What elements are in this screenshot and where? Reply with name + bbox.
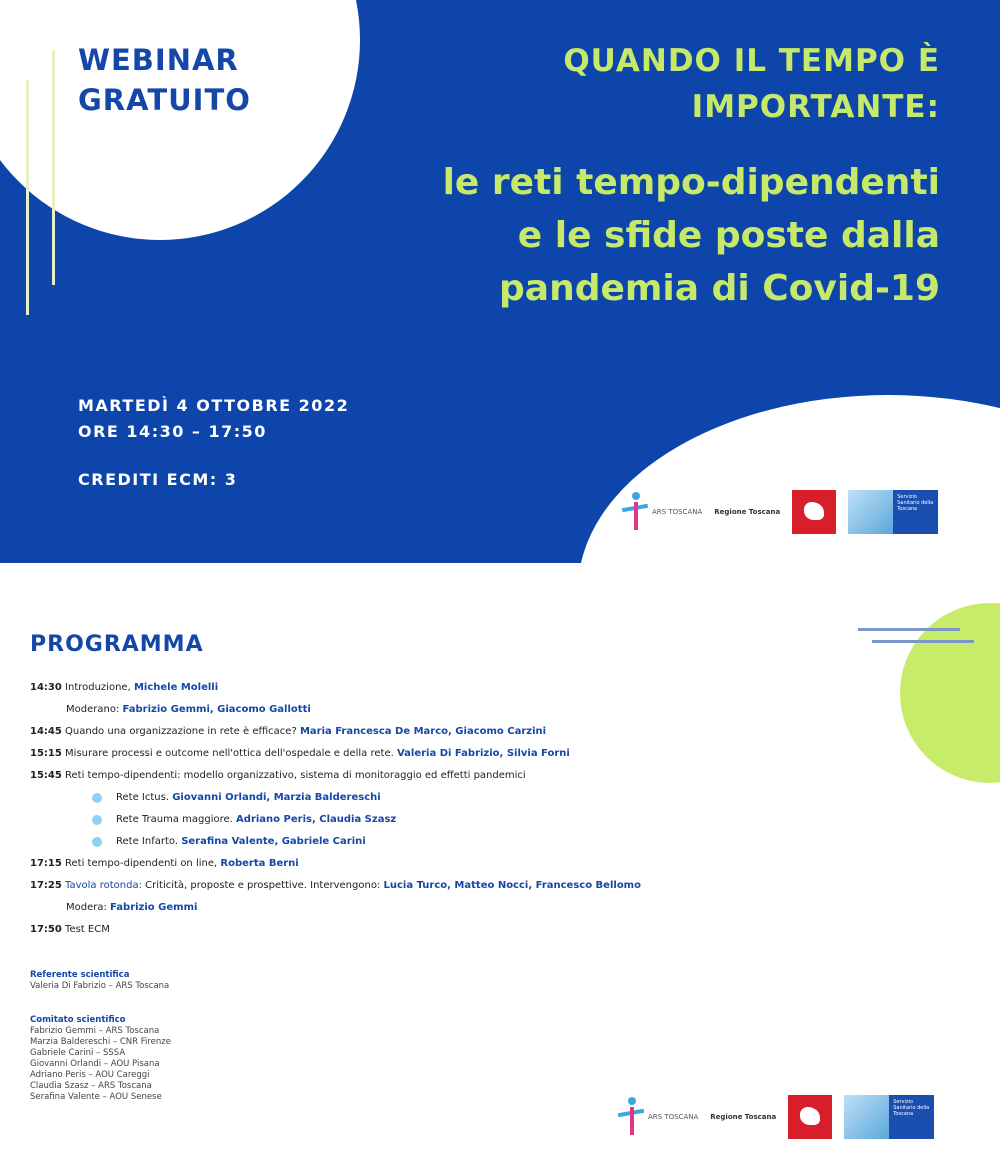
- ars-toscana-logo: [618, 1097, 698, 1137]
- program-row: [30, 677, 930, 699]
- program-text: Test ECM: [65, 924, 110, 935]
- program-text: Criticità, proposte e prospettive. Intervengono:: [145, 880, 381, 891]
- regione-toscana-text: Regione Toscana: [710, 1113, 777, 1121]
- committee-member: Gabriele Carini – SSSA: [30, 1048, 126, 1058]
- speaker-names: Fabrizio Gemmi: [110, 902, 198, 913]
- regione-toscana-flag-icon: [792, 490, 836, 534]
- program-row: [30, 743, 930, 765]
- program-text: Rete Ictus.: [116, 792, 169, 803]
- sst-logo: [848, 490, 938, 534]
- horizontal-line-decoration: [872, 640, 974, 643]
- bullet-icon: [92, 793, 102, 803]
- program-subitem: [30, 787, 930, 809]
- program-row: [30, 699, 930, 721]
- committee-member: Serafina Valente – AOU Senese: [30, 1092, 162, 1102]
- program-time: 15:45: [30, 770, 62, 781]
- program-text: Moderano:: [66, 704, 120, 715]
- ars-icon: [622, 492, 648, 532]
- ars-toscana-logo: [622, 492, 702, 532]
- program-text: Misurare processi e outcome nell'ottica dell'ospedale e della rete.: [65, 748, 394, 759]
- event-date: [78, 393, 349, 445]
- subtitle-line: e le sfide poste dalla: [517, 215, 940, 256]
- event-title: [380, 38, 940, 130]
- horizontal-line-decoration: [858, 628, 960, 631]
- program-row: [30, 897, 930, 919]
- committee-member: Fabrizio Gemmi – ARS Toscana: [30, 1026, 160, 1036]
- partner-logos-footer: [618, 1095, 934, 1139]
- speaker-names: Michele Molelli: [133, 682, 219, 693]
- program-subitem: [30, 809, 930, 831]
- program-row: [30, 721, 930, 743]
- subtitle-line: pandemia di Covid-19: [499, 268, 940, 309]
- program-row: [30, 919, 930, 941]
- speaker-names: Adriano Peris, Claudia Szasz: [236, 814, 397, 825]
- committee-member: Claudia Szasz – ARS Toscana: [30, 1081, 152, 1091]
- program-time: 17:50: [30, 924, 62, 935]
- badge-line: WEBINAR: [78, 43, 239, 77]
- section-heading: Comitato scientifico: [30, 1015, 126, 1025]
- regione-toscana-flag-icon: [788, 1095, 832, 1139]
- program-text: Rete Trauma maggiore.: [116, 814, 233, 825]
- partner-logos: [622, 490, 938, 534]
- title-line: IMPORTANTE:: [691, 89, 940, 125]
- program-row: [30, 875, 930, 897]
- speaker-names: Valeria Di Fabrizio, Silvia Forni: [396, 748, 570, 759]
- speaker-names: Lucia Turco, Matteo Nocci, Francesco Bellomo: [383, 880, 641, 891]
- speaker-names: Giovanni Orlandi, Marzia Baldereschi: [172, 792, 381, 803]
- speaker-names: Serafina Valente, Gabriele Carini: [181, 836, 366, 847]
- vertical-line-decoration: [52, 50, 55, 285]
- program-time: 14:30: [30, 682, 62, 693]
- committee-member: Adriano Peris – AOU Careggi: [30, 1070, 150, 1080]
- bullet-icon: [92, 837, 102, 847]
- program-time: 17:15: [30, 858, 62, 869]
- speaker-names: Maria Francesca De Marco, Giacomo Carzini: [299, 726, 547, 737]
- ars-icon: [618, 1097, 644, 1137]
- program-text: Rete Infarto.: [116, 836, 178, 847]
- program-row: [30, 765, 930, 787]
- committee-member: Marzia Baldereschi – CNR Firenze: [30, 1037, 171, 1047]
- sst-logo-text: Servizio Sanitario della Toscana: [893, 490, 938, 534]
- program-time: 17:25: [30, 880, 62, 891]
- program-time: 14:45: [30, 726, 62, 737]
- program-list: [30, 677, 930, 941]
- program-row: [30, 853, 930, 875]
- ars-logo-text: ARS TOSCANA: [648, 1113, 699, 1121]
- section-heading: Referente scientifica: [30, 970, 130, 980]
- webinar-badge: [78, 40, 251, 120]
- scientific-committee: [30, 1015, 171, 1103]
- speaker-names: Roberta Berni: [220, 858, 299, 869]
- program-text: Introduzione,: [65, 682, 131, 693]
- sst-logo: [844, 1095, 934, 1139]
- program-subitem: [30, 831, 930, 853]
- vertical-line-decoration: [26, 80, 29, 315]
- program-time: 15:15: [30, 748, 62, 759]
- committee-member: Giovanni Orlandi – AOU Pisana: [30, 1059, 160, 1069]
- badge-line: GRATUITO: [78, 83, 251, 117]
- event-subtitle: [340, 156, 940, 315]
- header-banner: [0, 0, 1000, 563]
- program-text: Quando una organizzazione in rete è efficace?: [65, 726, 297, 737]
- ars-logo-text: ARS TOSCANA: [652, 508, 703, 516]
- program-text: Reti tempo-dipendenti: modello organizzativo, sistema di monitoraggio ed effetti pandemici: [65, 770, 526, 781]
- scientific-referent: [30, 970, 169, 992]
- round-table-label: Tavola rotonda:: [65, 880, 142, 891]
- program-heading: PROGRAMMA: [30, 632, 204, 657]
- regione-toscana-text: Regione Toscana: [714, 508, 781, 516]
- speaker-names: Fabrizio Gemmi, Giacomo Gallotti: [122, 704, 311, 715]
- white-circle-decoration: [578, 395, 1000, 563]
- sst-logo-text: Servizio Sanitario della Toscana: [889, 1095, 934, 1139]
- title-line: QUANDO IL TEMPO È: [563, 43, 940, 79]
- bullet-icon: [92, 815, 102, 825]
- program-text: Modera:: [66, 902, 107, 913]
- referent-text: Valeria Di Fabrizio – ARS Toscana: [30, 981, 170, 991]
- program-text: Reti tempo-dipendenti on line,: [65, 858, 218, 869]
- sst-icon: [848, 490, 893, 534]
- subtitle-line: le reti tempo-dipendenti: [442, 162, 940, 203]
- sst-icon: [844, 1095, 889, 1139]
- time-text: ORE 14:30 – 17:50: [78, 422, 267, 441]
- credits-text: CREDITI ECM: 3: [78, 470, 238, 489]
- date-text: MARTEDÌ 4 OTTOBRE 2022: [78, 396, 350, 415]
